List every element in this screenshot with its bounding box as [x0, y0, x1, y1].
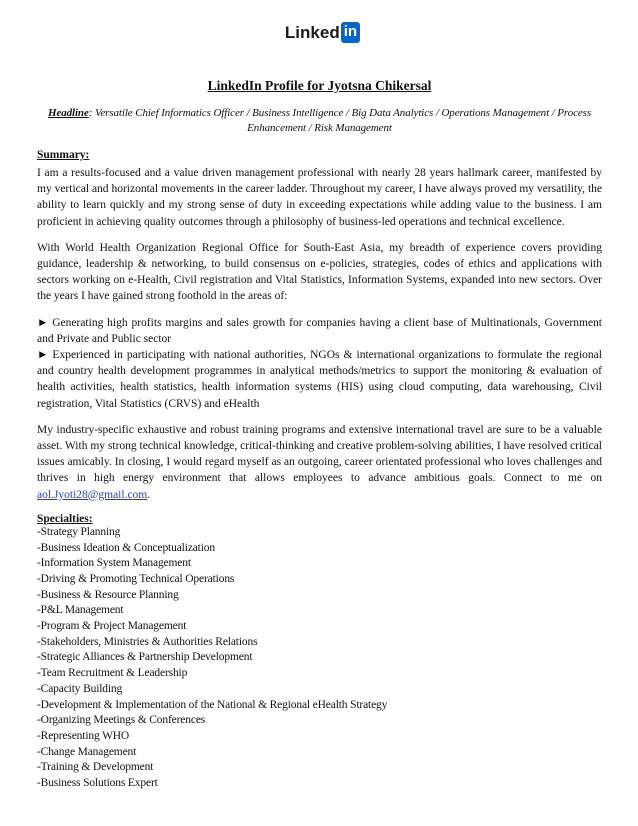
list-item: -Strategy Planning	[37, 525, 121, 538]
list-item: -Business Solutions Expert	[37, 777, 158, 790]
logo-text: Linked	[284, 22, 340, 42]
list-item: -Development & Implementation of the National & Regional eHealth Strategy	[37, 698, 388, 711]
list-item: -Stakeholders, Ministries & Authorities Relations	[37, 635, 258, 648]
summary-paragraph-3-end: .	[147, 488, 151, 501]
list-item: -Capacity Building	[37, 682, 123, 695]
list-item: -P&L Management	[37, 604, 124, 617]
list-item: -Information System Management	[37, 557, 191, 570]
list-item: -Organizing Meetings & Conferences	[37, 714, 206, 727]
specialties-list	[37, 525, 602, 792]
summary-bullets	[37, 315, 602, 412]
list-item: -Representing WHO	[37, 730, 130, 742]
document-page	[37, 22, 602, 792]
specialties-label: Specialties:	[37, 512, 93, 525]
list-item: -Business & Resource Planning	[37, 588, 179, 601]
list-item: -Training & Development	[37, 761, 154, 774]
summary-paragraph-1: I am a results-focused and a value driven management professional with nearly 28 years hallmark career, manifested by my vertical and horizontal movements in the career ladder. Throughout my career, I have always proved my versatility, the ability to learn quickly and my strong sense of duty in exceeding expectations while adding value to the business. I am proficient in achieving quality outcomes through a philosophy of business-led operations and technical excellence.	[37, 167, 602, 228]
summary-bullet: ► Generating high profits margins and sales growth for companies having a client base of Multinationals, Government and Private and Public sector	[37, 316, 602, 345]
logo-badge: in	[341, 22, 360, 43]
summary-paragraph-3	[37, 422, 602, 503]
summary-paragraph-2: With World Health Organization Regional Office for South-East Asia, my breadth of experience covers providing guidance, leadership & networking, to build consensus on e-policies, strategies, codes of ethics and applications with sectors working on e-Health, Civil registration and Vital Statistics, Information Systems, expanded into new sectors. Over the years I have gained strong foothold in the areas of:	[37, 241, 602, 303]
summary-bullet: ► Experienced in participating with national authorities, NGOs & international organizations to formulate the regional and country health development programmes in analytical methods/metrics to support the monitoring & evaluation of health activities, health statistics, health information systems (HIS) using cloud computing, data warehousing, Civil registration, Vital Statistics (CRVS) and eHealth	[37, 349, 602, 410]
headline	[37, 106, 602, 136]
summary-paragraph-3-text: My industry-specific exhaustive and robust training programs and extensive international travel are sure to be a valuable asset. With my strong technical knowledge, critical-thinking and creative problem-solving abilities, I have resolved critical issues amicably. In closing, I would regard myself as an outgoing, career orientated professional who loves challenges and thrives in high energy environment that allows employees to advance ambitious goals. Connect to me on	[37, 423, 602, 485]
list-item: -Business Ideation & Conceptualization	[37, 541, 215, 554]
list-item: -Strategic Alliances & Partnership Development	[37, 651, 253, 664]
headline-text: : Versatile Chief Informatics Officer / Business Intelligence / Big Data Analytics / Operations Management / Process Enhancement / Risk Management	[88, 107, 592, 134]
email-link[interactable]: aol.Jyoti28@gmail.com	[37, 488, 148, 501]
list-item: -Team Recruitment & Leadership	[37, 667, 188, 680]
headline-label: Headline	[47, 107, 89, 119]
list-item: -Driving & Promoting Technical Operations	[37, 572, 235, 585]
summary-label: Summary:	[37, 149, 90, 161]
list-item: -Program & Project Management	[37, 620, 187, 633]
linkedin-logo	[37, 22, 602, 50]
document-title: LinkedIn Profile for Jyotsna Chikersal	[207, 78, 432, 93]
list-item: -Change Management	[37, 745, 137, 758]
